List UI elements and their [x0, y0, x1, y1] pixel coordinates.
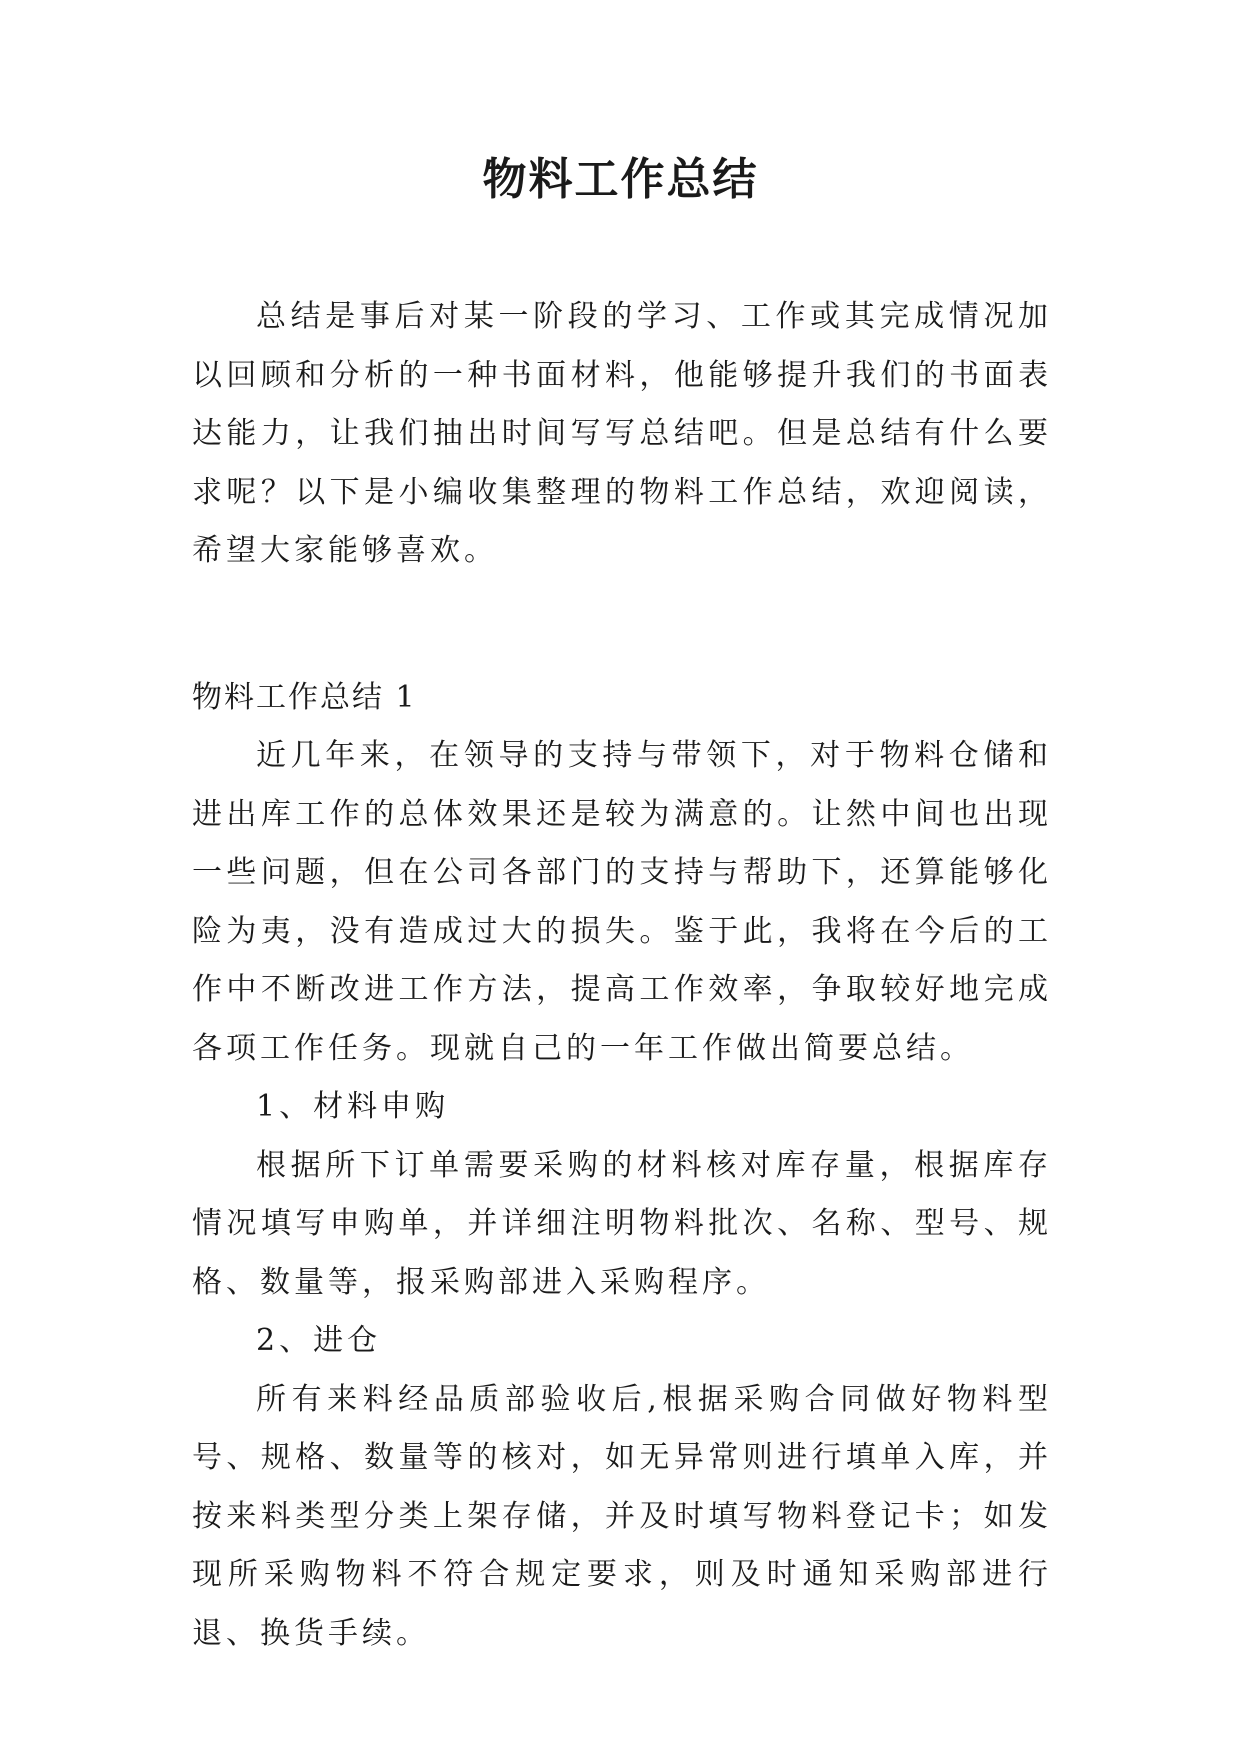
item-body-material-purchase: 根据所下订单需要采购的材料核对库存量，根据库存情况填写申购单，并详细注明物料批次、名称、型号、规格、数量等，报采购部进入采购程序。 — [192, 1147, 1052, 1300]
document-body — [192, 288, 1052, 1663]
item-body-warehouse-entry: 所有来料经品质部验收后,根据采购合同做好物料型号、规格、数量等的核对，如无异常则进行填单入库，并按来料类型分类上架存储，并及时填写物料登记卡；如发现所采购物料不符合规定要求，则及时通知采购部进行退、换货手续。 — [192, 1381, 1052, 1651]
section-gap — [192, 581, 1052, 669]
document-title: 物料工作总结 — [482, 154, 759, 205]
item-heading-material-purchase: 1、材料申购 — [256, 1089, 450, 1124]
item-heading-warehouse-entry: 2、进仓 — [256, 1323, 382, 1358]
section-paragraph: 近几年来，在领导的支持与带领下，对于物料仓储和进出库工作的总体效果还是较为满意的。让然中间也出现一些问题，但在公司各部门的支持与帮助下，还算能够化险为夷，没有造成过大的损失。鉴于此，我将在今后的工作中不断改进工作方法，提高工作效率，争取较好地完成各项工作任务。现就自己的一年工作做出简要总结。 — [192, 738, 1052, 1066]
intro-paragraph: 总结是事后对某一阶段的学习、工作或其完成情况加以回顾和分析的一种书面材料，他能够提升我们的书面表达能力，让我们抽出时间写写总结吧。但是总结有什么要求呢？以下是小编收集整理的物料工作总结，欢迎阅读，希望大家能够喜欢。 — [192, 299, 1052, 568]
section-heading: 物料工作总结 1 — [192, 679, 417, 715]
